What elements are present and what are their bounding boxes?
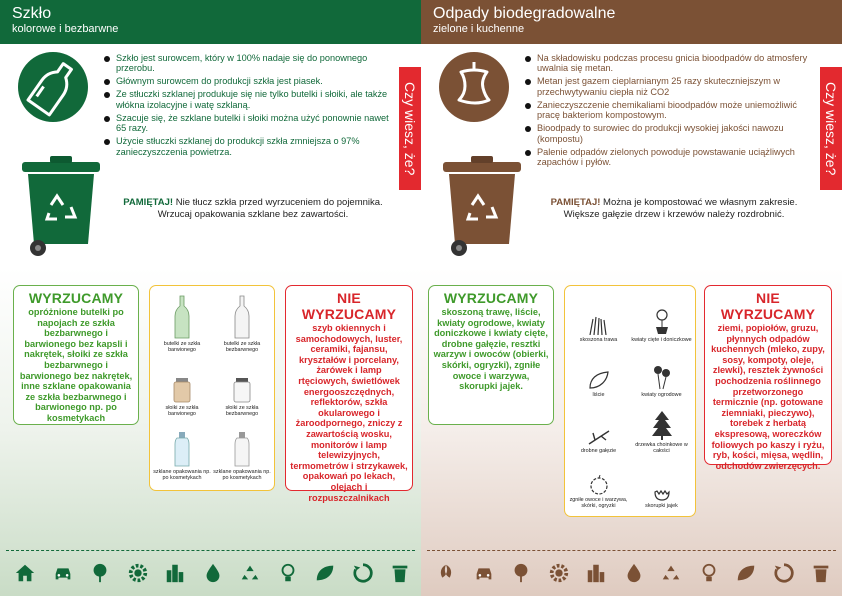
car-icon [52, 562, 74, 584]
glass-items-box [149, 285, 275, 491]
glass-header [0, 0, 421, 44]
item-label: drzewka choinkowe w całości [635, 441, 688, 454]
remember-label: PAMIĘTAJ! [550, 197, 601, 208]
item-label: słoiki ze szkła bezbarwnego [225, 405, 259, 417]
item-label: skoszona trawa [579, 336, 618, 343]
bin-icon [389, 562, 411, 584]
item-label: kwiaty cięte i doniczkowe [631, 336, 692, 343]
remember-line-2: Większe gałęzie drzew i krzewów należy rozdrobnić. [563, 209, 785, 220]
grid-item [630, 290, 693, 346]
grid-item [630, 346, 693, 402]
not-allowed-text: ziemi, popiołów, gruzu, płynnych odpadów kuchennych (mleko, zupy, sosy, kompoty, oleje, zlewki), resztek żywności pochodzenia roślinnego przetworzonego termicznie (np. gotowane ziemniaki, pieczywo), torebek z herbatą ekspresową, woreczków foliowych po kaszy i ryżu, ryb, kości, mięsa, wędlin, odchodów zwierzęcych. [711, 323, 825, 471]
tree-icon [510, 562, 532, 584]
grid-item [567, 346, 630, 402]
grid-item [212, 292, 272, 356]
glass-allowed-box [13, 285, 139, 425]
gear-icon [548, 562, 570, 584]
leaf-hand-icon [435, 562, 457, 584]
water-drop-icon [623, 562, 645, 584]
item-label: słoiki ze szkła barwionego [165, 405, 199, 417]
recycle-hands-icon [660, 562, 682, 584]
remember-line-1: Nie tłucz szkła przed wyrzuceniem do pojemnika. [173, 197, 383, 208]
bio-fact: Zanieczyszczenie chemikaliami bioodpadów może uniemożliwić pracę bakteriom kompostowym. [525, 100, 811, 121]
glass-facts-list [104, 53, 390, 160]
bio-header [421, 0, 842, 44]
bio-allowed-box [428, 285, 554, 425]
not-allowed-title: NIE WYRZUCAMY [720, 290, 816, 322]
allowed-title: WYRZUCAMY [443, 290, 539, 306]
brown-bin-icon [441, 156, 523, 258]
city-icon [164, 562, 186, 584]
bio-items-box [564, 285, 696, 517]
lightbulb-icon [698, 562, 720, 584]
glass-fact: Głównym surowcem do produkcji szkła jest piasek. [104, 76, 390, 86]
grid-item [630, 457, 693, 513]
leaves-icon [588, 370, 610, 390]
footer-icon-row [435, 562, 832, 584]
item-label: zgniłe owoce i warzywa, skórki, ogryzki [569, 497, 628, 509]
branches-icon [587, 428, 611, 446]
glass-remember-note [105, 197, 401, 221]
allowed-text: opróżnione butelki po napojach ze szkła bezbarwnego i barwionego bez kapsli i nakrętek, słoiki ze szkła bezbarwnego i barwionego bez nakrętek, inne szklane opakowania ze szkła bezbarwnego i barwionego np. po kosmetykach [19, 307, 133, 423]
item-label: szklane opakowania np. po kosmetykach [213, 469, 271, 481]
brown-jar-icon [173, 377, 191, 403]
fruit-scraps-icon [589, 475, 609, 495]
did-you-know-label: Czy wiesz, że? [823, 81, 839, 176]
glass-title: Szkło [12, 5, 52, 22]
car-icon [473, 562, 495, 584]
grass-icon [588, 315, 610, 335]
grid-item [152, 356, 212, 420]
bio-fact: Metan jest gazem cieplarnianym 25 razy skuteczniejszym w przechwytywaniu ciepła niż CO2 [525, 76, 811, 97]
grid-item [567, 401, 630, 457]
bio-fact: Na składowisku podczas procesu gnicia bioodpadów do atmosfery uwalnia się metan. [525, 53, 811, 74]
eggshell-icon [652, 481, 672, 501]
leaves-icon [735, 562, 757, 584]
did-you-know-tab [399, 67, 421, 190]
bio-remember-note [526, 197, 822, 221]
item-label: skorupki jajek [645, 503, 678, 509]
clear-jar-icon [233, 377, 251, 403]
glass-fact: Użycie stłuczki szklanej do produkcji szkła zmniejsza o 97% zanieczyszczenia powietrza. [104, 136, 390, 157]
item-label: szklane opakowania np. po kosmetykach [153, 469, 211, 481]
remember-line-1: Można je kompostować we własnym zakresie. [600, 197, 798, 208]
remember-label: PAMIĘTAJ! [123, 197, 174, 208]
cosmetic-bottle-icon [234, 431, 250, 467]
glass-not-allowed-box [285, 285, 413, 503]
leaves-icon [314, 562, 336, 584]
bio-facts-list [525, 53, 811, 170]
bio-fact: Palenie odpadów zielonych powoduje powstawanie uciążliwych zapachów i pyłów. [525, 147, 811, 168]
did-you-know-label: Czy wiesz, że? [402, 81, 418, 176]
gear-icon [127, 562, 149, 584]
grid-item [630, 401, 693, 457]
grid-item [567, 290, 630, 346]
glass-fact: Ze stłuczki szklanej produkuje się nie tylko butelki i słoiki, ale także włókna izolacyjne i watę szklaną. [104, 89, 390, 110]
green-bottle-icon [174, 295, 190, 339]
grid-item [567, 457, 630, 513]
bio-subtitle: zielone i kuchenne [433, 23, 525, 35]
item-label: butelki ze szkła barwionego [163, 341, 201, 353]
recycle-hands-icon [239, 562, 261, 584]
bio-fact: Bioodpady to surowiec do produkcji wysokiej jakości nawozu (kompostu) [525, 123, 811, 144]
grid-item [152, 420, 212, 484]
glass-fact: Szacuje się, że szklane butelki i słoiki można użyć ponownie nawet 65 razy. [104, 113, 390, 134]
christmas-tree-icon [651, 410, 673, 440]
footer-divider [6, 550, 415, 551]
footer-icon-row [14, 562, 411, 584]
lightbulb-icon [277, 562, 299, 584]
grid-item [152, 292, 212, 356]
item-label: drobne gałęzie [580, 447, 617, 454]
bio-not-allowed-box [704, 285, 832, 471]
bio-title: Odpady biodegradowalne [433, 5, 616, 22]
item-label: kwiaty ogrodowe [641, 392, 682, 398]
item-label: liście [592, 392, 605, 398]
recycle-arrows-icon [773, 562, 795, 584]
did-you-know-tab [820, 67, 842, 190]
glass-subtitle: kolorowe i bezbarwne [12, 23, 119, 35]
footer-divider [427, 550, 836, 551]
grid-item [212, 420, 272, 484]
remember-line-2: Wrzucaj opakowania szklane bez zawartości. [157, 209, 349, 220]
not-allowed-text: szyb okiennych i samochodowych, luster, ceramiki, fajansu, kryształów i porcelany, żarówek i lamp rtęciowych, świetlówek energooszczędnych, reflektorów, szkła okularowego i żaroodpornego, zniczy z zawartością wosku, monitorów i lamp telewizyjnych, termometrów i strzykawek, opakowań po lekach, olejach i rozpuszczalnikach [290, 323, 408, 503]
recycle-arrows-icon [352, 562, 374, 584]
garden-flowers-icon [651, 364, 673, 390]
water-drop-icon [202, 562, 224, 584]
bottle-icon [18, 52, 88, 122]
apple-core-icon [439, 52, 509, 122]
bio-panel [421, 0, 842, 596]
clear-bottle-icon [234, 295, 250, 339]
home-icon [14, 562, 36, 584]
cosmetic-bottle-icon [174, 431, 190, 467]
grid-item [212, 356, 272, 420]
bin-icon [810, 562, 832, 584]
not-allowed-title: NIE WYRZUCAMY [301, 290, 397, 322]
allowed-text: skoszoną trawę, liście, kwiaty ogrodowe, kwiaty doniczkowe i kwiaty cięte, drobne gałęzie, resztki warzyw i owoców (obierki, skórki, ogryzki), zgniłe owoce i warzywa, skorupki jajek. [433, 307, 549, 392]
green-bin-icon [20, 156, 102, 258]
item-label: butelki ze szkła bezbarwnego [223, 341, 261, 353]
city-icon [585, 562, 607, 584]
glass-fact: Szkło jest surowcem, który w 100% nadaje się do ponownego przerobu. [104, 53, 390, 74]
flower-pot-icon [651, 309, 673, 335]
tree-icon [89, 562, 111, 584]
allowed-title: WYRZUCAMY [28, 290, 124, 306]
